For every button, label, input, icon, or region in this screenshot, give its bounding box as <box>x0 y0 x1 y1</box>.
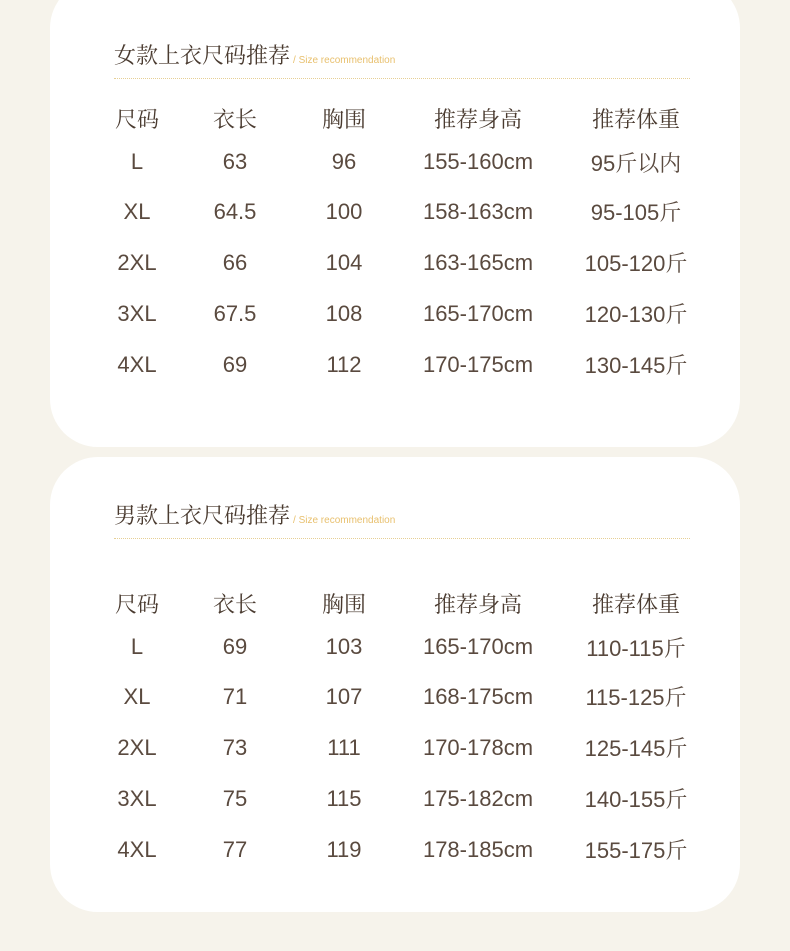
header-height: 推荐身高 <box>433 107 522 133</box>
men-size-table <box>114 583 694 875</box>
cell-chest: 108 <box>325 300 363 326</box>
cell-weight: 115-125斤 <box>585 685 687 710</box>
cell-size: 2XL <box>117 734 157 760</box>
cell-height: 165-170cm <box>422 634 534 659</box>
cell-size: XL <box>123 198 151 224</box>
cell-length: 75 <box>222 785 248 811</box>
cell-length: 66 <box>222 249 248 275</box>
men-title-row <box>114 498 690 539</box>
cell-height: 170-175cm <box>422 351 534 377</box>
cell-weight: 110-115斤 <box>586 635 686 661</box>
cell-chest: 112 <box>326 351 362 377</box>
cell-length: 69 <box>222 351 248 377</box>
men-subtitle: / Size recommendation <box>293 515 396 526</box>
cell-length: 69 <box>222 634 248 659</box>
cell-height: 155-160cm <box>422 149 534 174</box>
cell-size: XL <box>123 683 151 709</box>
women-size-card <box>50 0 740 447</box>
cell-chest: 104 <box>325 249 363 275</box>
cell-chest: 100 <box>325 198 363 224</box>
cell-chest: 111 <box>327 734 361 760</box>
cell-length: 63 <box>222 149 248 174</box>
table-row <box>114 186 694 237</box>
header-weight: 推荐体重 <box>591 107 680 133</box>
women-size-table <box>114 98 694 390</box>
header-size: 尺码 <box>114 107 159 133</box>
cell-height: 163-165cm <box>422 249 534 275</box>
cell-weight: 130-145斤 <box>584 353 688 378</box>
header-size: 尺码 <box>114 592 159 618</box>
cell-weight: 120-130斤 <box>584 302 688 327</box>
cell-length: 67.5 <box>213 300 257 326</box>
table-row <box>114 138 694 186</box>
cell-height: 168-175cm <box>422 683 534 709</box>
cell-size: L <box>130 149 144 174</box>
cell-weight: 95-105斤 <box>590 200 682 225</box>
cell-weight: 105-120斤 <box>584 251 688 276</box>
header-length: 衣长 <box>212 592 257 618</box>
cell-chest: 96 <box>331 149 357 174</box>
women-title-row <box>114 38 690 79</box>
table-row <box>114 671 694 722</box>
table-row <box>114 288 694 339</box>
women-size-title <box>114 39 395 70</box>
cell-size: 4XL <box>117 836 157 862</box>
cell-length: 77 <box>222 836 248 862</box>
cell-height: 170-178cm <box>422 734 534 760</box>
women-subtitle: / Size recommendation <box>293 55 396 66</box>
men-title-text: 男款上衣尺码推荐 <box>114 504 291 529</box>
table-row <box>114 237 694 288</box>
cell-height: 158-163cm <box>422 198 534 224</box>
table-row <box>114 824 694 875</box>
table-row <box>114 773 694 824</box>
cell-height: 175-182cm <box>422 785 534 811</box>
cell-size: 2XL <box>117 249 157 275</box>
cell-chest: 107 <box>325 683 363 709</box>
header-height: 推荐身高 <box>433 592 522 618</box>
cell-chest: 103 <box>325 634 363 659</box>
women-title-text: 女款上衣尺码推荐 <box>114 44 291 69</box>
cell-size: L <box>130 634 144 659</box>
table-header-row <box>114 583 694 623</box>
cell-size: 4XL <box>117 351 157 377</box>
header-weight: 推荐体重 <box>591 592 680 618</box>
cell-weight: 140-155斤 <box>584 787 688 812</box>
cell-size: 3XL <box>117 300 157 326</box>
cell-length: 64.5 <box>213 198 257 224</box>
table-row <box>114 722 694 773</box>
men-size-card <box>50 457 740 912</box>
cell-length: 73 <box>222 734 248 760</box>
header-chest: 胸围 <box>321 592 366 618</box>
table-row <box>114 623 694 671</box>
cell-size: 3XL <box>117 785 157 811</box>
cell-length: 71 <box>222 683 248 709</box>
cell-height: 165-170cm <box>422 300 534 326</box>
cell-weight: 125-145斤 <box>584 736 688 761</box>
cell-chest: 115 <box>326 785 362 811</box>
cell-weight: 95斤以内 <box>590 150 682 176</box>
men-size-title <box>114 499 395 530</box>
cell-height: 178-185cm <box>422 836 534 862</box>
table-row <box>114 339 694 390</box>
header-length: 衣长 <box>212 107 257 133</box>
cell-chest: 119 <box>326 836 362 862</box>
table-header-row <box>114 98 694 138</box>
cell-weight: 155-175斤 <box>584 838 688 863</box>
header-chest: 胸围 <box>321 107 366 133</box>
